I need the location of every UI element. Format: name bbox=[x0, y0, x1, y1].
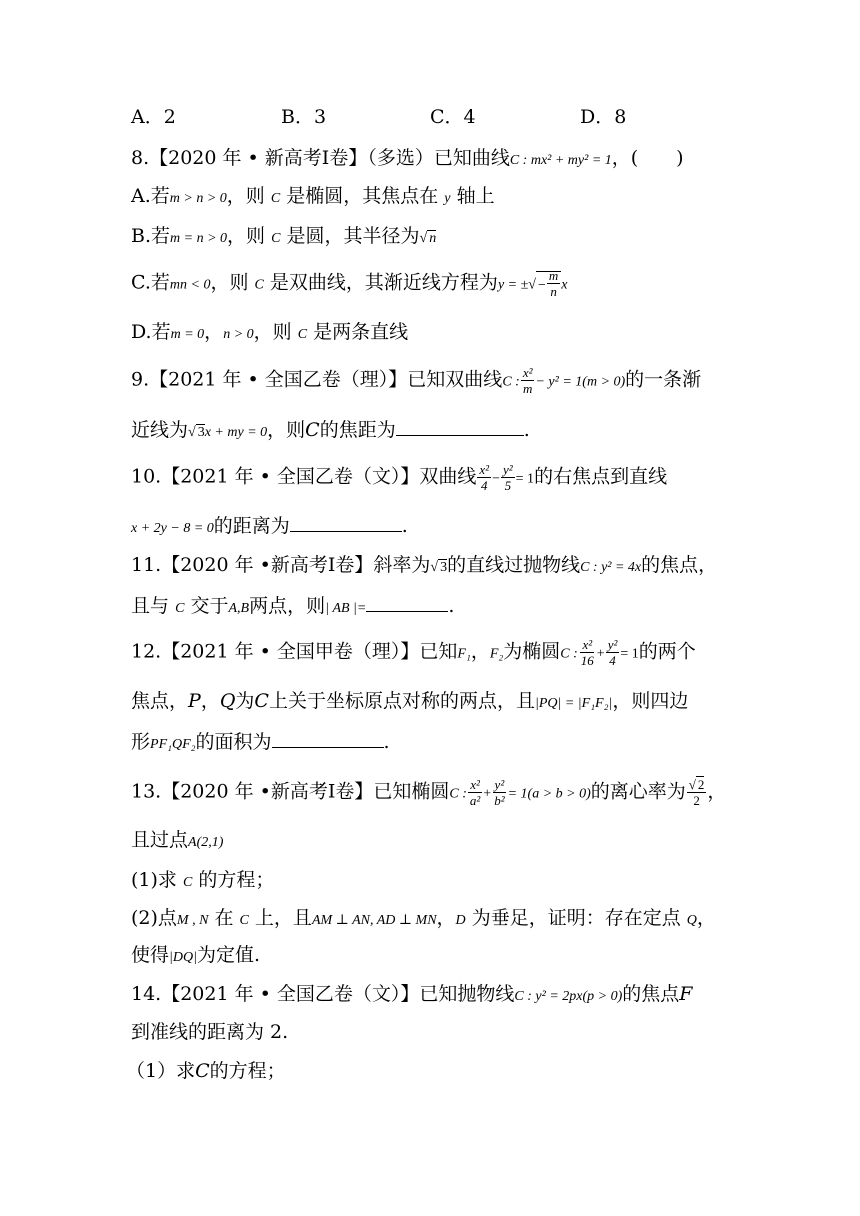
q8-c-text: 是双曲线，其渐近线方程为 bbox=[269, 271, 498, 294]
q14-p1-c: C bbox=[195, 1060, 210, 1082]
q10-tail: 的右焦点到直线 bbox=[534, 465, 668, 488]
q9-head: 9.【2021 年 • 全国乙卷（理）】已知双曲线 bbox=[131, 368, 503, 391]
q13-head: 13.【2020 年 •新高考Ⅰ卷】已知椭圆 bbox=[131, 780, 450, 803]
q10-line-equation: x + 2y − 8 = 0 bbox=[131, 521, 214, 536]
q12-l3-prefix: 形 bbox=[131, 731, 151, 753]
q8-curve: C : mx² + my² = 1 bbox=[509, 153, 612, 168]
q10-stem bbox=[131, 462, 771, 494]
q12-comma: ， bbox=[470, 640, 490, 663]
q14-l2: 到准线的距离为 2. bbox=[131, 1021, 289, 1043]
q9-l2-c: C bbox=[305, 419, 320, 441]
q8-option-a bbox=[131, 182, 771, 213]
q14-line2 bbox=[131, 1018, 771, 1046]
q8-a-text1: 是椭圆，其焦点在 bbox=[286, 185, 439, 207]
q9-asym-sqrt: 3 bbox=[197, 425, 205, 440]
q13-equals: = 1(a > b > 0) bbox=[507, 786, 591, 802]
q11-parabola: C : y² = 4x bbox=[580, 560, 642, 575]
q13-l2-prefix: 且过点 bbox=[131, 829, 189, 851]
q14-part1 bbox=[126, 1057, 766, 1085]
q13-p2-q: Q bbox=[686, 913, 697, 928]
q13-p2-mn: M , N bbox=[176, 913, 209, 928]
q13-part2-cont bbox=[131, 941, 771, 972]
q12-l2-a: 焦点， bbox=[131, 690, 189, 712]
q8-a-prefix: A.若 bbox=[131, 185, 170, 207]
q10-numerator1: x² bbox=[479, 462, 490, 477]
q12-l2-curve-c: C bbox=[254, 690, 269, 712]
option-c: C．4 bbox=[430, 106, 476, 128]
q13-point-a: A(2,1) bbox=[188, 835, 224, 850]
q14-head: 14.【2021 年 • 全国乙卷（文）】已知抛物线 bbox=[131, 983, 515, 1005]
q13-p3-abs: |DQ| bbox=[169, 950, 197, 965]
q8-b-mid: ，则 bbox=[227, 225, 266, 247]
q13-p2-c: C bbox=[239, 913, 249, 928]
q10-numerator2: y² bbox=[502, 462, 513, 477]
q13-plus: + bbox=[483, 786, 492, 802]
q9-line2: 近线为√ 3x + my = 0，则C的焦距为 . bbox=[131, 419, 530, 441]
q8-d-text: 是两条直线 bbox=[313, 321, 409, 343]
q8-stem bbox=[131, 144, 771, 175]
q8-c-numerator: m bbox=[548, 268, 559, 283]
option-b: B．3 bbox=[281, 106, 327, 128]
q10-head: 10.【2021 年 • 全国乙卷（文）】双曲线 bbox=[131, 465, 477, 488]
q14-focus: F bbox=[679, 983, 693, 1005]
q10-equals: = 1 bbox=[515, 471, 535, 487]
option-d: D．8 bbox=[580, 106, 627, 128]
q12-line3 bbox=[131, 728, 771, 759]
q12-l3-text: 的面积为 bbox=[195, 731, 272, 753]
q12-f1: F₁ bbox=[457, 646, 471, 662]
q12-numerator2: y² bbox=[607, 637, 618, 652]
q13-p2-f: ， bbox=[696, 907, 716, 929]
q11-answer-blank[interactable] bbox=[366, 611, 448, 612]
q12-l2-p: P bbox=[188, 690, 201, 712]
q13-stem: 13.【2020 年 •新高考Ⅰ卷】已知椭圆C : $\frac{\text{x²}}{\text{a²}}$ + $\frac{\text{y²}}{\text{b²}}$ = 1(a > b > 0)的离心率为 $\frac{√ 2}{2}$ ， bbox=[131, 777, 727, 808]
q13-p1-prefix: (1)求 bbox=[131, 869, 177, 891]
q10-l2-text: 的距离为 bbox=[213, 515, 290, 537]
q14-p1-prefix: （1）求 bbox=[126, 1060, 196, 1082]
q8-d-comma: ， bbox=[204, 321, 224, 343]
option-a: A．2 bbox=[131, 106, 176, 128]
q10-answer-blank[interactable] bbox=[290, 531, 402, 532]
q8-tail: ，( ) bbox=[611, 147, 684, 169]
q9-asym-rest: x + my = 0 bbox=[204, 425, 268, 440]
q8-c-denominator: n bbox=[550, 284, 557, 299]
q9-numerator: x² bbox=[522, 365, 533, 380]
q13-p1-c: C bbox=[182, 875, 193, 890]
q12-l2-c: 为 bbox=[235, 690, 255, 712]
q8-d-condition1: m = 0 bbox=[170, 327, 205, 342]
q8-a-text2: 轴上 bbox=[456, 185, 495, 207]
q12-equals: = 1 bbox=[620, 646, 639, 662]
q8-b-radius: n bbox=[429, 231, 437, 246]
q13-part1 bbox=[131, 866, 771, 897]
q8-d-c: C bbox=[297, 327, 308, 342]
q8-option-b: B.若m = n > 0，则 C 是圆，其半径为√ n bbox=[131, 225, 437, 247]
q14-p1-text: 的方程； bbox=[209, 1060, 286, 1082]
q13-p1-text: 的方程； bbox=[198, 869, 275, 891]
q13-line2 bbox=[131, 826, 771, 857]
q8-b-text: 是圆，其半径为 bbox=[286, 225, 420, 247]
q9-stem bbox=[131, 365, 771, 397]
q12-line2 bbox=[131, 687, 771, 718]
q8-b-prefix: B.若 bbox=[131, 225, 171, 247]
q12-l3-end: . bbox=[383, 731, 390, 753]
q12-mid: 为椭圆 bbox=[503, 640, 561, 663]
q13-denominator1: a² bbox=[469, 793, 481, 808]
q8-a-y: y bbox=[444, 191, 451, 206]
q8-c-mid: ，则 bbox=[210, 271, 249, 294]
q13-numerator2: y² bbox=[494, 777, 505, 792]
q13-p3-text: 为定值. bbox=[196, 944, 260, 966]
q9-l2-text: 的焦距为 bbox=[319, 419, 396, 441]
q13-p2-d: ， bbox=[436, 907, 456, 929]
q8-d-mid: ，则 bbox=[253, 321, 292, 343]
q8-a-c: C bbox=[270, 191, 281, 206]
q8-b-condition: m = n > 0 bbox=[170, 231, 228, 246]
q11-tail: 的焦点， bbox=[641, 554, 718, 576]
q10-minus: − bbox=[492, 471, 500, 487]
q8-c-condition: mn < 0 bbox=[169, 277, 211, 293]
q8-a-condition: m > n > 0 bbox=[169, 191, 227, 206]
q8-c-eq-prefix: y = ± bbox=[497, 277, 529, 293]
q13-tail: ， bbox=[707, 780, 727, 803]
q12-head: 12.【2021 年 • 全国甲卷（理）】已知 bbox=[131, 640, 458, 663]
q8-c-eq-suffix: x bbox=[561, 277, 568, 293]
q11-l2-end: . bbox=[448, 595, 455, 617]
q8-c-c: C bbox=[254, 277, 264, 293]
q8-option-d bbox=[131, 318, 771, 349]
q11-sqrt: 3 bbox=[440, 560, 448, 575]
q13-part2 bbox=[131, 904, 771, 935]
q12-l2-equation: |PQ| = |F₁F₂| bbox=[534, 696, 613, 711]
q13-p2-condition: AM ⊥ AN, AD ⊥ MN bbox=[311, 913, 437, 928]
q9-curve-prefix: C : bbox=[502, 374, 520, 390]
q14-stem bbox=[131, 980, 771, 1011]
q8-d-condition2: n > 0 bbox=[223, 327, 254, 342]
q12-l2-e: ，则四边 bbox=[612, 690, 689, 712]
q8-option-c: C.若mn < 0，则 C 是双曲线，其渐近线方程为y = ±√ − $\frac{m}{n}$ x bbox=[131, 268, 568, 299]
q12-curve-prefix: C : bbox=[560, 646, 578, 662]
q9-l2-mid: ，则 bbox=[267, 419, 306, 441]
q12-l2-b: ， bbox=[200, 690, 220, 712]
q13-p2-a: 在 bbox=[214, 907, 234, 929]
q13-denominator2: b² bbox=[494, 793, 505, 808]
q13-p2-prefix: (2)点 bbox=[131, 907, 177, 929]
q13-mid: 的离心率为 bbox=[590, 780, 686, 803]
q13-p2-b: 上，且 bbox=[254, 907, 312, 929]
q12-answer-blank[interactable] bbox=[272, 747, 384, 748]
q13-ecc-numerator: 2 bbox=[697, 777, 705, 792]
q12-l2-q: Q bbox=[219, 690, 236, 712]
q9-answer-blank[interactable] bbox=[396, 435, 524, 436]
q13-p2-e: 为垂足，证明：存在定点 bbox=[471, 907, 681, 929]
q14-mid: 的焦点 bbox=[622, 983, 680, 1005]
q12-numerator1: x² bbox=[582, 637, 593, 652]
q11-line2 bbox=[131, 592, 771, 623]
q11-l2-text: 两点，则 bbox=[249, 595, 326, 617]
q8-c-prefix: C.若 bbox=[131, 271, 170, 294]
q10-denominator1: 4 bbox=[480, 478, 488, 493]
q9-tail: 的一条渐 bbox=[625, 368, 702, 391]
q13-p2-point-d: D bbox=[455, 913, 466, 928]
q11-head: 11.【2020 年 •新高考Ⅰ卷】斜率为 bbox=[131, 554, 431, 576]
q11-l2-mid: 交于 bbox=[190, 595, 229, 617]
q10-l2-end: . bbox=[401, 515, 408, 537]
q13-ecc-denominator: 2 bbox=[693, 793, 700, 808]
q10-line2 bbox=[131, 512, 771, 543]
q12-denominator1: 16 bbox=[580, 653, 594, 668]
q12-l2-d: 上关于坐标原点对称的两点，且 bbox=[268, 690, 535, 712]
q12-plus: + bbox=[596, 646, 605, 662]
q14-parabola: C : y² = 2px(p > 0) bbox=[514, 989, 623, 1004]
q8-d-prefix: D.若 bbox=[131, 321, 171, 343]
q12-tail: 的两个 bbox=[638, 640, 696, 663]
q11-mid: 的直线过抛物线 bbox=[447, 554, 581, 576]
q13-numerator1: x² bbox=[470, 777, 480, 792]
q11-l2-abs: | AB |= bbox=[325, 601, 367, 616]
q9-denominator: m bbox=[522, 381, 533, 396]
q12-f2: F₂ bbox=[489, 646, 504, 662]
q9-curve-suffix: − y² = 1(m > 0) bbox=[535, 374, 626, 390]
q8-b-c: C bbox=[271, 231, 281, 246]
q11-l2-prefix: 且与 bbox=[131, 595, 170, 617]
q12-denominator2: 4 bbox=[609, 653, 616, 668]
q10-denominator2: 5 bbox=[504, 478, 512, 493]
q13-p3-prefix: 使得 bbox=[131, 944, 170, 966]
q9-l2-prefix: 近线为 bbox=[131, 419, 189, 441]
q12-stem bbox=[131, 637, 771, 669]
q11-l2-c: C bbox=[175, 601, 185, 616]
q11-stem: 11.【2020 年 •新高考Ⅰ卷】斜率为√ 3的直线过抛物线C : y² = 4x的焦点， bbox=[131, 554, 718, 576]
q8-head: 8.【2020 年 • 新高考Ⅰ卷】（多选）已知曲线 bbox=[131, 147, 510, 169]
q8-a-mid: ，则 bbox=[226, 185, 265, 207]
q11-l2-ab: A,B bbox=[228, 601, 250, 616]
q12-l3-shape: PF₁QF₂ bbox=[150, 737, 196, 752]
q9-l2-end: . bbox=[523, 419, 530, 441]
q13-curve-prefix: C : bbox=[449, 786, 467, 802]
